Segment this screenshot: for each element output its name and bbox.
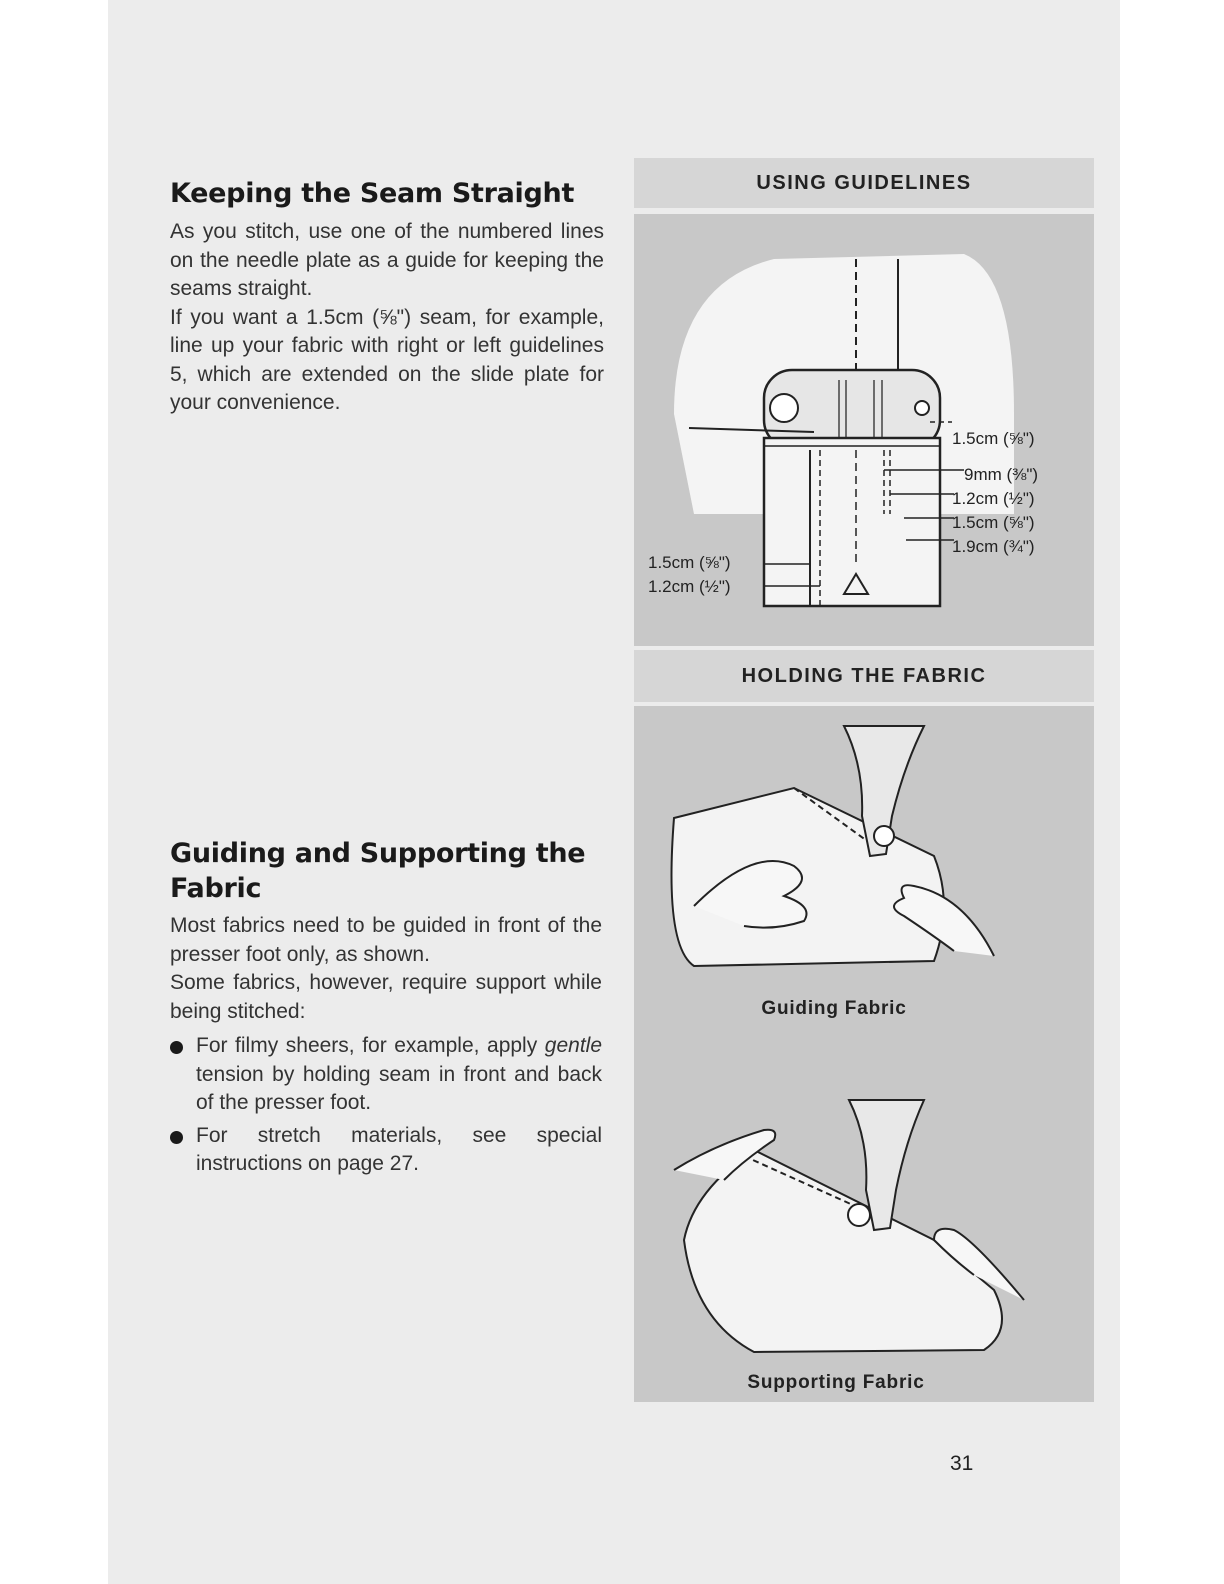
guiding-paragraph-2: Some fabrics, however, require support while being stitched: (170, 971, 602, 1023)
supporting-fabric-illustration (634, 1090, 1094, 1360)
panel-title-using-guidelines: USING GUIDELINES (756, 172, 972, 194)
caption-guiding-fabric: Guiding Fabric (761, 998, 907, 1019)
guiding-paragraph-1: Most fabrics need to be guided in front of the presser foot only, as shown. (170, 914, 602, 966)
label-right-5: 1.9cm (¾") (952, 537, 1035, 556)
plate-screw-left (770, 394, 798, 422)
panel-title-holding-fabric: HOLDING THE FABRIC (741, 665, 987, 687)
heading-line-1: Guiding and Supporting the (170, 838, 586, 869)
bullet-filmy-sheers: For filmy sheers, for example, apply gentle tension by holding seam in front and back of the presser foot. (170, 1032, 602, 1118)
needle-plate-diagram (634, 214, 1094, 646)
bullet-dot-icon (170, 1041, 183, 1054)
seam-straight-paragraph-1: As you stitch, use one of the numbered lines on the needle plate as a guide for keeping the seams straight. (170, 220, 604, 300)
label-right-4: 1.5cm (⅝") (952, 513, 1035, 532)
support-bullet-list (170, 1032, 602, 1183)
caption-supporting-fabric: Supporting Fabric (747, 1372, 925, 1393)
bullet-stretch-materials: For stretch materials, see special instructions on page 27. (170, 1122, 602, 1179)
bullet-dot-icon (170, 1131, 183, 1144)
seam-straight-paragraph-2: If you want a 1.5cm (⅝") seam, for example, line up your fabric with right or left guidelines 5, which are extended on the slide plate for your convenience. (170, 305, 604, 414)
page-number: 31 (950, 1452, 974, 1475)
emphasis-gentle: gentle (544, 1034, 602, 1057)
label-left-2: 1.2cm (½") (648, 577, 731, 596)
heading-keeping-seam-straight: Keeping the Seam Straight (170, 178, 575, 209)
label-right-3: 1.2cm (½") (952, 489, 1035, 508)
fabric-sheet (672, 788, 945, 966)
label-right-1: 1.5cm (⅝") (952, 429, 1035, 448)
guiding-fabric-illustration (634, 706, 1094, 996)
guiding-text (170, 912, 602, 1026)
heading-guiding-supporting (170, 836, 585, 906)
label-left-1: 1.5cm (⅝") (648, 553, 731, 572)
seam-straight-text (170, 218, 604, 418)
label-right-2: 9mm (⅜") (964, 465, 1039, 484)
heading-line-2: Fabric (170, 873, 262, 904)
plate-screw-right (915, 401, 929, 415)
